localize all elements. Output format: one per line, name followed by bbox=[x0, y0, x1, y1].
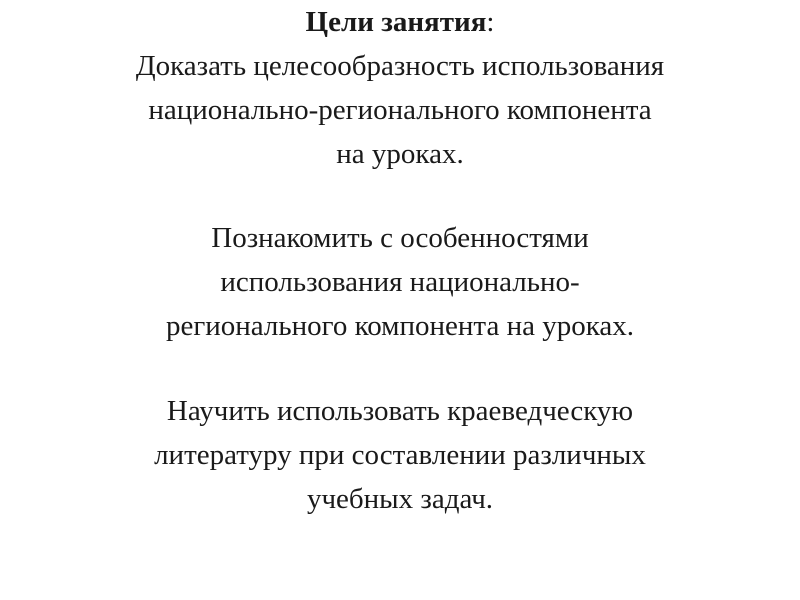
goal-2-line-1: Познакомить с особенностями bbox=[211, 222, 589, 254]
goal-1-line-1: Доказать целесообразность использования bbox=[135, 50, 665, 82]
goal-2 bbox=[40, 216, 760, 348]
goal-1-line-2: национально-регионального компонента bbox=[148, 94, 652, 126]
goal-1-line-3: на уроках. bbox=[336, 138, 464, 170]
goal-2-line-3: регионального компонента на уроках. bbox=[166, 310, 634, 342]
goal-3-line-1: Научить использовать краеведческую bbox=[166, 395, 634, 427]
slide-title-colon: : bbox=[486, 6, 495, 38]
slide-title-text: Цели занятия bbox=[305, 6, 487, 38]
goal-3-line-2: литературу при составлении различных bbox=[154, 439, 646, 471]
goal-1 bbox=[40, 44, 760, 176]
goal-3-line-3: учебных задач. bbox=[306, 483, 494, 515]
goal-2-line-2: использования национально- bbox=[220, 266, 580, 298]
goal-3 bbox=[40, 389, 760, 521]
slide-title bbox=[0, 2, 800, 42]
